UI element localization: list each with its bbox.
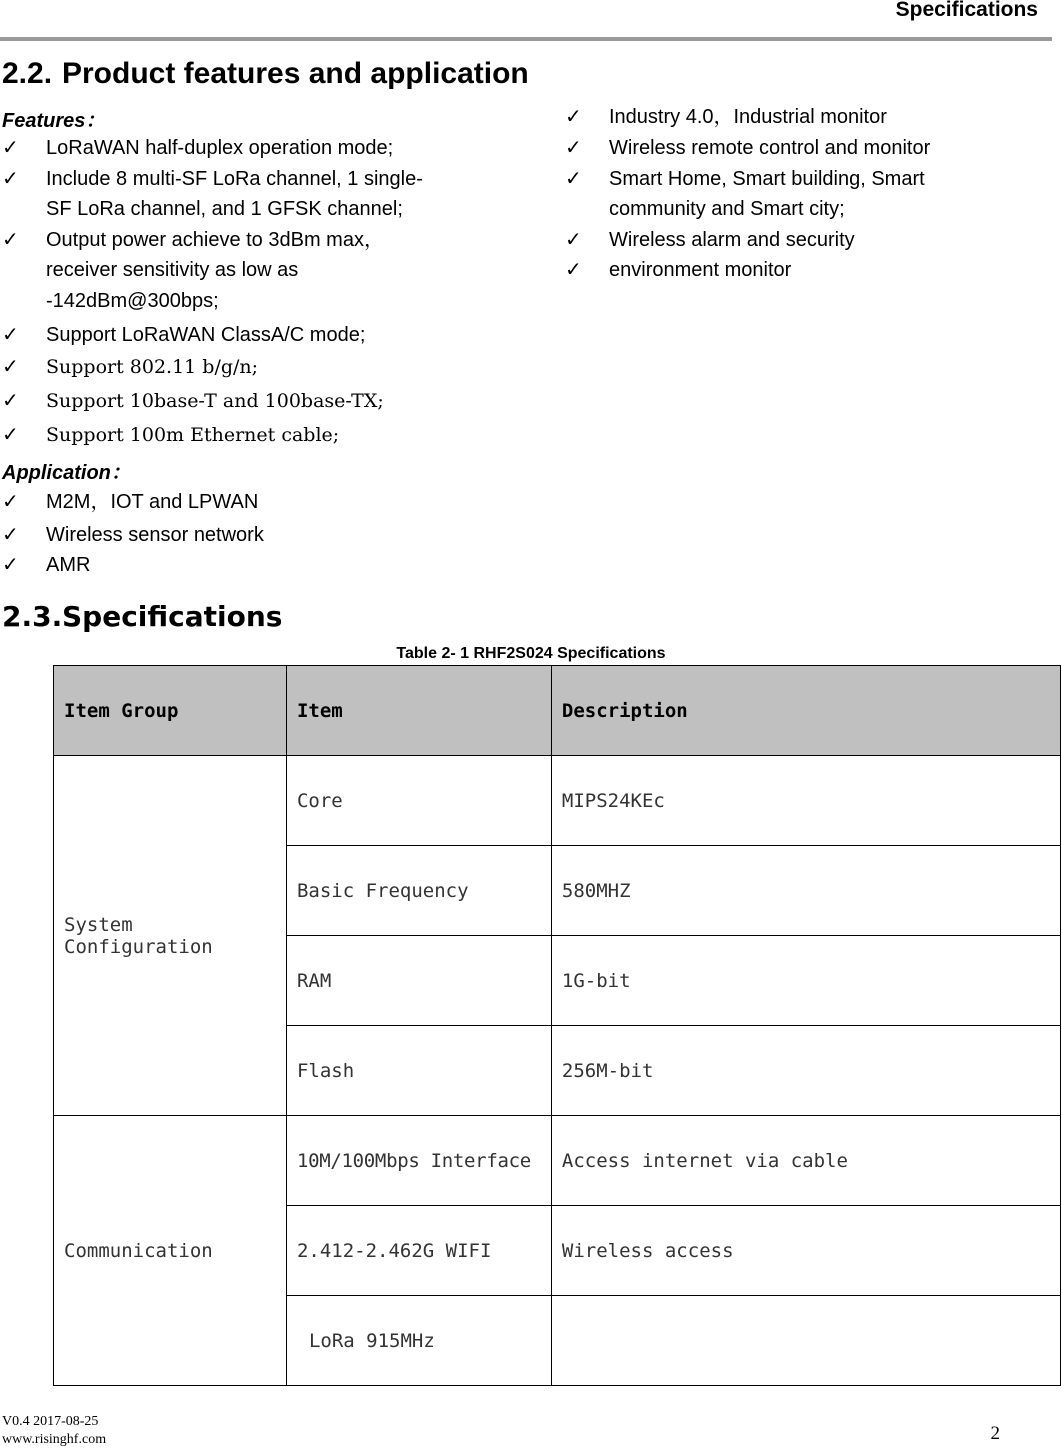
page-number: 2 bbox=[990, 1423, 1000, 1444]
group-cell: System Configuration bbox=[54, 756, 287, 1116]
header-item-group: Item Group bbox=[54, 666, 287, 756]
check-icon: ✓ bbox=[2, 491, 19, 513]
header-description: Description bbox=[551, 666, 1060, 756]
table-header-row bbox=[54, 666, 1061, 756]
check-icon: ✓ bbox=[2, 390, 19, 412]
check-icon: ✓ bbox=[2, 524, 19, 546]
check-icon: ✓ bbox=[2, 324, 19, 346]
check-icon: ✓ bbox=[565, 259, 582, 281]
application-text: environment monitor bbox=[609, 259, 792, 281]
item-cell: Basic Frequency bbox=[286, 846, 551, 936]
feature-text: Support 10base-T and 100base-TX; bbox=[46, 390, 384, 412]
application-text: community and Smart city; bbox=[609, 198, 845, 220]
footer-website: www.risinghf.com bbox=[2, 1432, 107, 1447]
application-text: Wireless remote control and monitor bbox=[609, 137, 931, 159]
page-header-title: Specifications bbox=[895, 0, 1038, 21]
check-icon: ✓ bbox=[565, 137, 582, 159]
section-title: Product features and application bbox=[62, 57, 529, 90]
check-icon: ✓ bbox=[2, 424, 19, 446]
section-2-2-heading bbox=[2, 57, 529, 91]
description-cell: MIPS24KEc bbox=[551, 756, 1060, 846]
table-row bbox=[54, 756, 1061, 846]
application-text: Industry 4.0，Industrial monitor bbox=[609, 106, 887, 128]
feature-text: -142dBm@300bps; bbox=[46, 290, 219, 312]
description-cell bbox=[551, 1296, 1060, 1386]
section-2-3-heading bbox=[2, 600, 282, 633]
check-icon: ✓ bbox=[2, 356, 19, 378]
item-cell: Core bbox=[286, 756, 551, 846]
section-number: 2.3. bbox=[2, 600, 63, 633]
table-caption: Table 2- 1 RHF2S024 Specifications bbox=[396, 645, 666, 662]
feature-text: Include 8 multi-SF LoRa channel, 1 single- bbox=[46, 168, 423, 190]
item-cell: LoRa 915MHz bbox=[286, 1296, 551, 1386]
description-cell: 580MHZ bbox=[551, 846, 1060, 936]
feature-text: SF LoRa channel, and 1 GFSK channel; bbox=[46, 198, 403, 220]
header-item: Item bbox=[286, 666, 551, 756]
application-text: AMR bbox=[46, 554, 91, 576]
header-divider bbox=[0, 37, 1052, 41]
feature-text: Support 100m Ethernet cable; bbox=[46, 424, 340, 446]
feature-text: receiver sensitivity as low as bbox=[46, 259, 299, 281]
application-heading: Application： bbox=[2, 462, 131, 484]
table-row bbox=[54, 1116, 1061, 1206]
application-text: Wireless sensor network bbox=[46, 524, 264, 546]
application-text: M2M，IOT and LPWAN bbox=[46, 491, 259, 513]
footer-info bbox=[2, 1413, 106, 1449]
item-cell: RAM bbox=[286, 936, 551, 1026]
feature-text: Support 802.11 b/g/n; bbox=[46, 356, 259, 378]
check-icon: ✓ bbox=[2, 229, 19, 251]
section-title: Specifications bbox=[62, 600, 283, 633]
description-cell: 1G-bit bbox=[551, 936, 1060, 1026]
footer-version: V0.4 2017-08-25 bbox=[2, 1414, 99, 1429]
check-icon: ✓ bbox=[565, 168, 582, 190]
item-cell: 10M/100Mbps Interface bbox=[286, 1116, 551, 1206]
check-icon: ✓ bbox=[565, 106, 582, 128]
check-icon: ✓ bbox=[2, 554, 19, 576]
application-text: Smart Home, Smart building, Smart bbox=[609, 168, 925, 190]
group-cell: Communication bbox=[54, 1116, 287, 1386]
check-icon: ✓ bbox=[565, 229, 582, 251]
feature-text: Output power achieve to 3dBm max， bbox=[46, 229, 384, 251]
feature-text: LoRaWAN half-duplex operation mode; bbox=[46, 137, 394, 159]
check-icon: ✓ bbox=[2, 168, 19, 190]
item-cell: 2.412-2.462G WIFI bbox=[286, 1206, 551, 1296]
description-cell: Wireless access bbox=[551, 1206, 1060, 1296]
description-cell: Access internet via cable bbox=[551, 1116, 1060, 1206]
application-text: Wireless alarm and security bbox=[609, 229, 855, 251]
specifications-table bbox=[53, 665, 1061, 1386]
item-cell: Flash bbox=[286, 1026, 551, 1116]
check-icon: ✓ bbox=[2, 137, 19, 159]
features-heading: Features： bbox=[2, 110, 106, 132]
section-number: 2.2. bbox=[2, 57, 53, 90]
feature-text: Support LoRaWAN ClassA/C mode; bbox=[46, 324, 366, 346]
description-cell: 256M-bit bbox=[551, 1026, 1060, 1116]
